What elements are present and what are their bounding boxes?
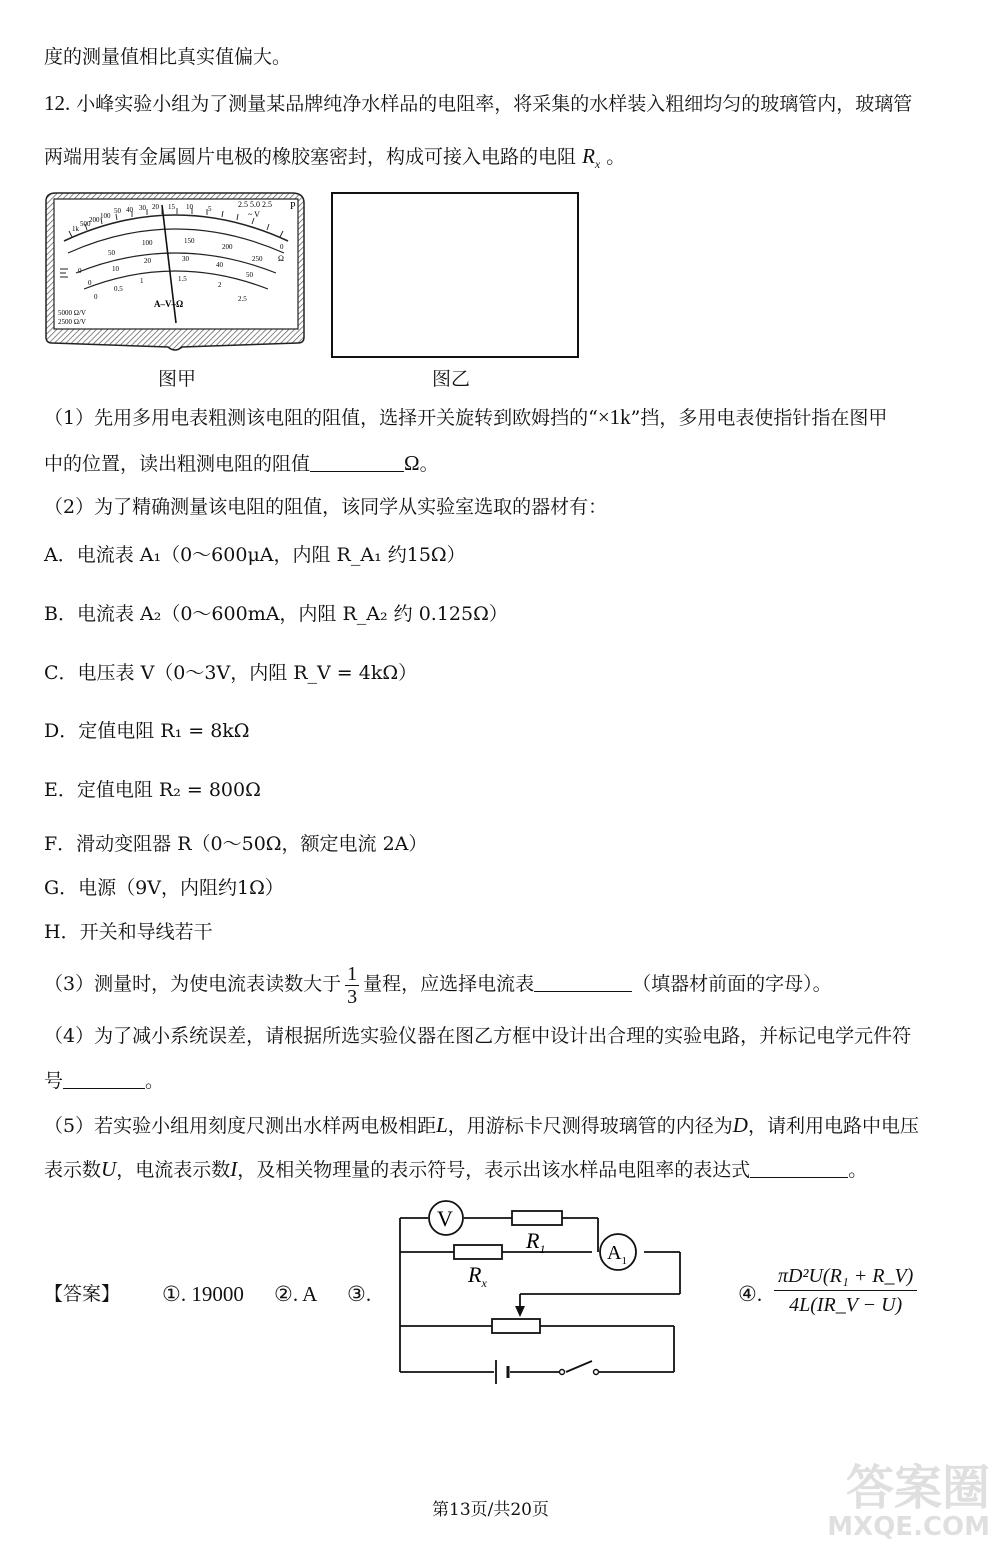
svg-text:200: 200 [89,216,100,224]
svg-text:100: 100 [142,239,153,247]
svg-text:0: 0 [78,267,82,275]
corner-letter: P [290,201,296,212]
switch-icon [560,1370,565,1375]
svg-text:40: 40 [126,206,133,214]
range-mark: ×1k [597,405,631,429]
stem-text-2: 两端用装有金属圆片电极的橡胶塞密封，构成可接入电路的电阻 [44,146,577,168]
svg-text:50: 50 [108,249,115,257]
part4-line2: 号 。 [44,1070,165,1092]
watermark-url: MXQE.COM [827,1512,990,1542]
option-e: E．定值电阻 R₂ = 800Ω [44,779,261,801]
svg-text:200: 200 [222,243,233,251]
empty-circuit-box [331,192,579,358]
svg-text:0: 0 [94,293,98,301]
svg-text:150: 150 [184,237,195,245]
svg-text:10: 10 [186,203,193,211]
option-d: D．定值电阻 R₁ = 8kΩ [44,720,250,742]
answer-blank-4[interactable] [63,1070,145,1089]
question-12-stem-line2: 两端用装有金属圆片电极的橡胶塞密封，构成可接入电路的电阻 $R_x$ 。 [44,144,626,172]
part5-line1: （5）若实验小组用刻度尺测出水样两电极相距L，用游标卡尺测得玻璃管的内径为D，请利用电路中电压 [44,1113,919,1137]
resistor-rx-label: $R_x$ [468,1262,487,1290]
answer-label: 【答案】 [44,1283,121,1305]
svg-text:50: 50 [114,207,121,215]
ohm-scale-symbol: Ω [278,254,284,263]
rx-symbol: $R_x$ [582,144,601,172]
part3-line: （3）测量时，为使电流表读数大于 $\frac{1}{3}$ 量程，应选择电流表 （填器材前面的字母）。 [44,962,832,1008]
continuation-text: 度的测量值相比真实值偏大。 [44,46,292,68]
voltmeter-label: V [437,1206,453,1231]
watermark [770,1462,990,1540]
svg-text:1.5: 1.5 [178,275,187,283]
svg-text:30: 30 [139,204,146,212]
rheostat-slider-arrow-icon [515,1306,525,1317]
answer-blank-1[interactable] [310,453,404,472]
svg-text:20: 20 [152,203,159,211]
part4-line1: （4）为了减小系统误差，请根据所选实验仪器在图乙方框中设计出合理的实验电路，并标记电学元件符 [44,1025,912,1047]
svg-text:0.5: 0.5 [114,285,123,293]
rheostat-icon [492,1319,540,1333]
question-number: 12. [44,91,71,115]
caption-jia: 图甲 [158,368,197,390]
answer-2: ②. A [274,1282,318,1306]
ohm-scale-label: 1k [72,225,79,233]
page-footer: 第13页/共20页 [432,1500,549,1520]
meter-spec-2: 2500 Ω/V [58,318,86,326]
svg-text:500: 500 [80,220,91,228]
acdc-mark: ~ V [248,210,260,219]
answer-circuit-diagram [392,1196,688,1392]
option-c: C．电压表 V（0～3V，内阻 R_V = 4kΩ） [44,662,418,684]
option-f: F．滑动变阻器 R（0～50Ω，额定电流 2A） [44,833,428,855]
resistor-rx-icon [454,1245,502,1259]
answer-blank-3[interactable] [534,973,632,992]
part1-line2: 中的位置，读出粗测电阻的阻值 Ω。 [44,451,439,475]
svg-text:250: 250 [252,255,263,263]
option-h: H．开关和导线若干 [44,921,213,943]
svg-text:5: 5 [208,205,212,213]
svg-text:15: 15 [168,203,175,211]
caption-yi: 图乙 [432,368,471,390]
answer-blank-5[interactable] [750,1159,848,1178]
part1-line1: （1）先用多用电表粗测该电阻的阻值，选择开关旋转到欧姆挡的“×1k”挡，多用电表使指针指在图甲 [44,405,888,429]
fraction-one-third: $\frac{1}{3}$ [347,962,358,1008]
resistor-r1-icon [512,1211,562,1225]
option-g: G．电源（9V，内阻约1Ω） [44,877,284,899]
stem-text-1: 小峰实验小组为了测量某品牌纯净水样品的电阻率，将采集的水样装入粗细均匀的玻璃管内，玻璃管 [76,93,913,115]
question-12-stem-line1 [44,90,912,117]
watermark-logo-text: 答案圈 [845,1460,990,1516]
svg-text:20: 20 [144,257,151,265]
svg-text:0: 0 [88,279,92,287]
answer-3: ③. [347,1282,372,1306]
multimeter-figure [42,191,308,353]
answer-1: ①. 19000 [162,1282,244,1306]
meter-spec-1: 5000 Ω/V [58,309,86,317]
svg-text:2.5: 2.5 [238,295,247,303]
svg-text:40: 40 [216,261,223,269]
svg-text:100: 100 [100,212,111,220]
ammeter-label: $A_1$ [607,1242,627,1267]
answer-4: ④. [738,1282,763,1306]
svg-text:10: 10 [112,265,119,273]
answer-formula: πD²U(R₁ + R_V) 4L(IR_V − U) [774,1262,917,1319]
range-labels: 2.5 5.0 2.5 [238,200,272,209]
svg-text:0: 0 [280,243,284,251]
svg-text:1: 1 [140,277,144,285]
svg-text:30: 30 [182,255,189,263]
resistor-r1-label: $R_1$ [526,1228,546,1256]
part5-line2: 表示数U，电流表示数I，及相关物理量的表示符号，表示出该水样品电阻率的表达式 。 [44,1157,868,1181]
part2-intro: （2）为了精确测量该电阻的阻值，该同学从实验室选取的器材有： [44,496,608,518]
option-a: A．电流表 A₁（0～600μA，内阻 R_A₁ 约15Ω） [44,544,466,566]
option-b: B．电流表 A₂（0～600mA，内阻 R_A₂ 约 0.125Ω） [44,603,508,625]
svg-text:50: 50 [246,271,253,279]
meter-center-label: A–V–Ω [154,299,184,309]
svg-text:2: 2 [218,281,222,289]
